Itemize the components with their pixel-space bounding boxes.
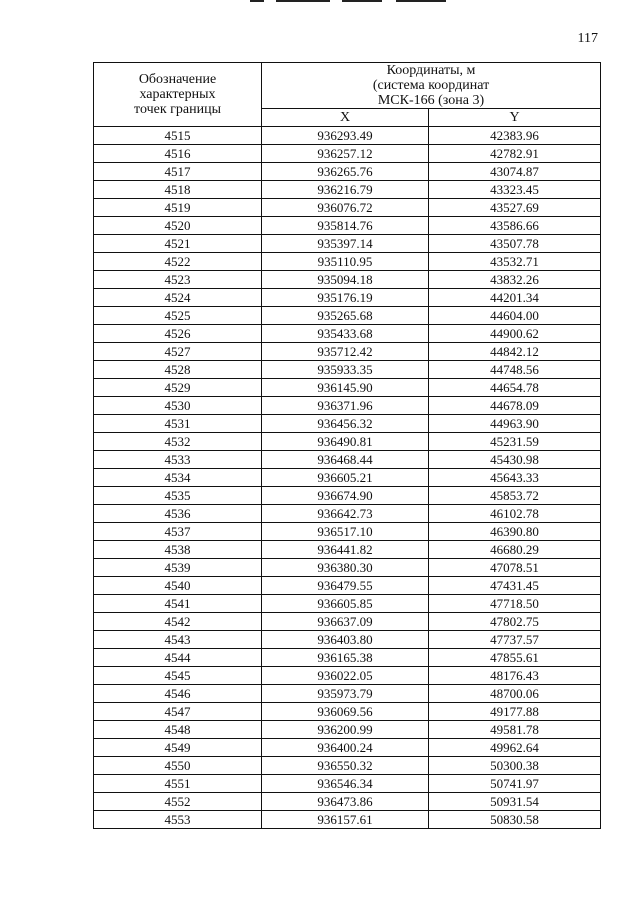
table-row — [94, 397, 601, 415]
table-row — [94, 451, 601, 469]
y-coordinate-cell: 43532.71 — [429, 253, 601, 271]
point-id-cell: 4517 — [94, 163, 262, 181]
point-id-cell: 4544 — [94, 649, 262, 667]
x-coordinate-cell: 935176.19 — [262, 289, 429, 307]
y-coordinate-cell: 45430.98 — [429, 451, 601, 469]
point-id-cell: 4519 — [94, 199, 262, 217]
x-coordinate-cell: 936371.96 — [262, 397, 429, 415]
table-row — [94, 721, 601, 739]
point-id-cell: 4546 — [94, 685, 262, 703]
y-coordinate-cell: 44604.00 — [429, 307, 601, 325]
x-coordinate-cell: 936265.76 — [262, 163, 429, 181]
y-coordinate-cell: 43586.66 — [429, 217, 601, 235]
point-id-cell: 4525 — [94, 307, 262, 325]
coordinates-header: Координаты, м (система координат МСК-166 (зона 3) — [262, 63, 601, 109]
y-coordinate-cell: 44678.09 — [429, 397, 601, 415]
x-coordinate-cell: 936200.99 — [262, 721, 429, 739]
point-id-cell: 4529 — [94, 379, 262, 397]
point-id-cell: 4528 — [94, 361, 262, 379]
point-id-cell: 4522 — [94, 253, 262, 271]
point-id-cell: 4545 — [94, 667, 262, 685]
scan-edge-marks — [250, 0, 450, 3]
point-id-cell: 4539 — [94, 559, 262, 577]
point-id-cell: 4530 — [94, 397, 262, 415]
y-coordinate-cell: 43323.45 — [429, 181, 601, 199]
x-coordinate-cell: 935814.76 — [262, 217, 429, 235]
x-coordinate-cell: 936022.05 — [262, 667, 429, 685]
x-coordinate-cell: 936605.85 — [262, 595, 429, 613]
table-row — [94, 703, 601, 721]
x-coordinate-cell: 935973.79 — [262, 685, 429, 703]
table-row — [94, 505, 601, 523]
x-coordinate-cell: 936605.21 — [262, 469, 429, 487]
x-column-header: X — [262, 109, 429, 127]
x-coordinate-cell: 935094.18 — [262, 271, 429, 289]
table-row — [94, 577, 601, 595]
table-row — [94, 811, 601, 829]
x-coordinate-cell: 936380.30 — [262, 559, 429, 577]
y-coordinate-cell: 46102.78 — [429, 505, 601, 523]
point-id-cell: 4541 — [94, 595, 262, 613]
point-id-cell: 4518 — [94, 181, 262, 199]
point-id-cell: 4552 — [94, 793, 262, 811]
y-column-header: Y — [429, 109, 601, 127]
point-designation-header: Обозначение характерных точек границы — [94, 63, 262, 127]
x-coordinate-cell: 935110.95 — [262, 253, 429, 271]
y-coordinate-cell: 44900.62 — [429, 325, 601, 343]
point-id-cell: 4520 — [94, 217, 262, 235]
table-row — [94, 667, 601, 685]
x-coordinate-cell: 936468.44 — [262, 451, 429, 469]
table-row — [94, 559, 601, 577]
table-row — [94, 163, 601, 181]
y-coordinate-cell: 46390.80 — [429, 523, 601, 541]
point-id-cell: 4527 — [94, 343, 262, 361]
y-coordinate-cell: 45231.59 — [429, 433, 601, 451]
point-id-cell: 4547 — [94, 703, 262, 721]
y-coordinate-cell: 44654.78 — [429, 379, 601, 397]
point-id-cell: 4515 — [94, 127, 262, 145]
table-row — [94, 343, 601, 361]
y-coordinate-cell: 44748.56 — [429, 361, 601, 379]
table-row — [94, 217, 601, 235]
y-coordinate-cell: 49962.64 — [429, 739, 601, 757]
x-coordinate-cell: 936642.73 — [262, 505, 429, 523]
point-id-cell: 4534 — [94, 469, 262, 487]
y-coordinate-cell: 42782.91 — [429, 145, 601, 163]
x-coordinate-cell: 936216.79 — [262, 181, 429, 199]
table-row — [94, 631, 601, 649]
point-id-cell: 4548 — [94, 721, 262, 739]
point-id-cell: 4524 — [94, 289, 262, 307]
x-coordinate-cell: 936157.61 — [262, 811, 429, 829]
table-body — [94, 127, 601, 829]
point-id-cell: 4532 — [94, 433, 262, 451]
y-coordinate-cell: 46680.29 — [429, 541, 601, 559]
y-coordinate-cell: 43832.26 — [429, 271, 601, 289]
x-coordinate-cell: 936674.90 — [262, 487, 429, 505]
table-row — [94, 325, 601, 343]
point-id-cell: 4516 — [94, 145, 262, 163]
y-coordinate-cell: 50300.38 — [429, 757, 601, 775]
table-row — [94, 685, 601, 703]
table-row — [94, 145, 601, 163]
y-coordinate-cell: 44842.12 — [429, 343, 601, 361]
table-row — [94, 253, 601, 271]
x-coordinate-cell: 935933.35 — [262, 361, 429, 379]
y-coordinate-cell: 47802.75 — [429, 613, 601, 631]
x-coordinate-cell: 936076.72 — [262, 199, 429, 217]
y-coordinate-cell: 43074.87 — [429, 163, 601, 181]
table-row — [94, 595, 601, 613]
y-coordinate-cell: 43527.69 — [429, 199, 601, 217]
coordinates-table — [93, 62, 601, 829]
table-row — [94, 613, 601, 631]
x-coordinate-cell: 936441.82 — [262, 541, 429, 559]
x-coordinate-cell: 936517.10 — [262, 523, 429, 541]
table-row — [94, 271, 601, 289]
y-coordinate-cell: 48700.06 — [429, 685, 601, 703]
y-coordinate-cell: 44963.90 — [429, 415, 601, 433]
point-id-cell: 4553 — [94, 811, 262, 829]
x-coordinate-cell: 936145.90 — [262, 379, 429, 397]
y-coordinate-cell: 44201.34 — [429, 289, 601, 307]
x-coordinate-cell: 936479.55 — [262, 577, 429, 595]
y-coordinate-cell: 47431.45 — [429, 577, 601, 595]
table-row — [94, 757, 601, 775]
page-number: 117 — [577, 31, 598, 46]
x-coordinate-cell: 935433.68 — [262, 325, 429, 343]
y-coordinate-cell: 50741.97 — [429, 775, 601, 793]
point-id-cell: 4533 — [94, 451, 262, 469]
point-id-cell: 4551 — [94, 775, 262, 793]
table-row — [94, 649, 601, 667]
point-id-cell: 4543 — [94, 631, 262, 649]
y-coordinate-cell: 50931.54 — [429, 793, 601, 811]
x-coordinate-cell: 935712.42 — [262, 343, 429, 361]
point-id-cell: 4537 — [94, 523, 262, 541]
table-row — [94, 289, 601, 307]
point-id-cell: 4526 — [94, 325, 262, 343]
point-id-cell: 4531 — [94, 415, 262, 433]
point-id-cell: 4535 — [94, 487, 262, 505]
point-id-cell: 4549 — [94, 739, 262, 757]
x-coordinate-cell: 936400.24 — [262, 739, 429, 757]
table-row — [94, 775, 601, 793]
x-coordinate-cell: 936546.34 — [262, 775, 429, 793]
table-row — [94, 199, 601, 217]
x-coordinate-cell: 936403.80 — [262, 631, 429, 649]
table-row — [94, 235, 601, 253]
table-row — [94, 739, 601, 757]
point-id-cell: 4550 — [94, 757, 262, 775]
x-coordinate-cell: 936473.86 — [262, 793, 429, 811]
table-row — [94, 433, 601, 451]
table-row — [94, 379, 601, 397]
x-coordinate-cell: 936293.49 — [262, 127, 429, 145]
y-coordinate-cell: 50830.58 — [429, 811, 601, 829]
x-coordinate-cell: 936637.09 — [262, 613, 429, 631]
table-row — [94, 307, 601, 325]
point-id-cell: 4540 — [94, 577, 262, 595]
table-row — [94, 487, 601, 505]
y-coordinate-cell: 47855.61 — [429, 649, 601, 667]
table-row — [94, 541, 601, 559]
y-coordinate-cell: 49581.78 — [429, 721, 601, 739]
y-coordinate-cell: 42383.96 — [429, 127, 601, 145]
y-coordinate-cell: 43507.78 — [429, 235, 601, 253]
point-id-cell: 4523 — [94, 271, 262, 289]
x-coordinate-cell: 936456.32 — [262, 415, 429, 433]
x-coordinate-cell: 935265.68 — [262, 307, 429, 325]
table-row — [94, 523, 601, 541]
x-coordinate-cell: 936550.32 — [262, 757, 429, 775]
y-coordinate-cell: 45643.33 — [429, 469, 601, 487]
table-row — [94, 361, 601, 379]
table-row — [94, 415, 601, 433]
x-coordinate-cell: 935397.14 — [262, 235, 429, 253]
table-row — [94, 127, 601, 145]
point-id-cell: 4538 — [94, 541, 262, 559]
table-row — [94, 793, 601, 811]
y-coordinate-cell: 48176.43 — [429, 667, 601, 685]
x-coordinate-cell: 936069.56 — [262, 703, 429, 721]
x-coordinate-cell: 936257.12 — [262, 145, 429, 163]
y-coordinate-cell: 47718.50 — [429, 595, 601, 613]
x-coordinate-cell: 936490.81 — [262, 433, 429, 451]
point-id-cell: 4542 — [94, 613, 262, 631]
y-coordinate-cell: 47078.51 — [429, 559, 601, 577]
point-id-cell: 4521 — [94, 235, 262, 253]
table-row — [94, 181, 601, 199]
x-coordinate-cell: 936165.38 — [262, 649, 429, 667]
y-coordinate-cell: 47737.57 — [429, 631, 601, 649]
table-row — [94, 469, 601, 487]
point-id-cell: 4536 — [94, 505, 262, 523]
y-coordinate-cell: 49177.88 — [429, 703, 601, 721]
y-coordinate-cell: 45853.72 — [429, 487, 601, 505]
